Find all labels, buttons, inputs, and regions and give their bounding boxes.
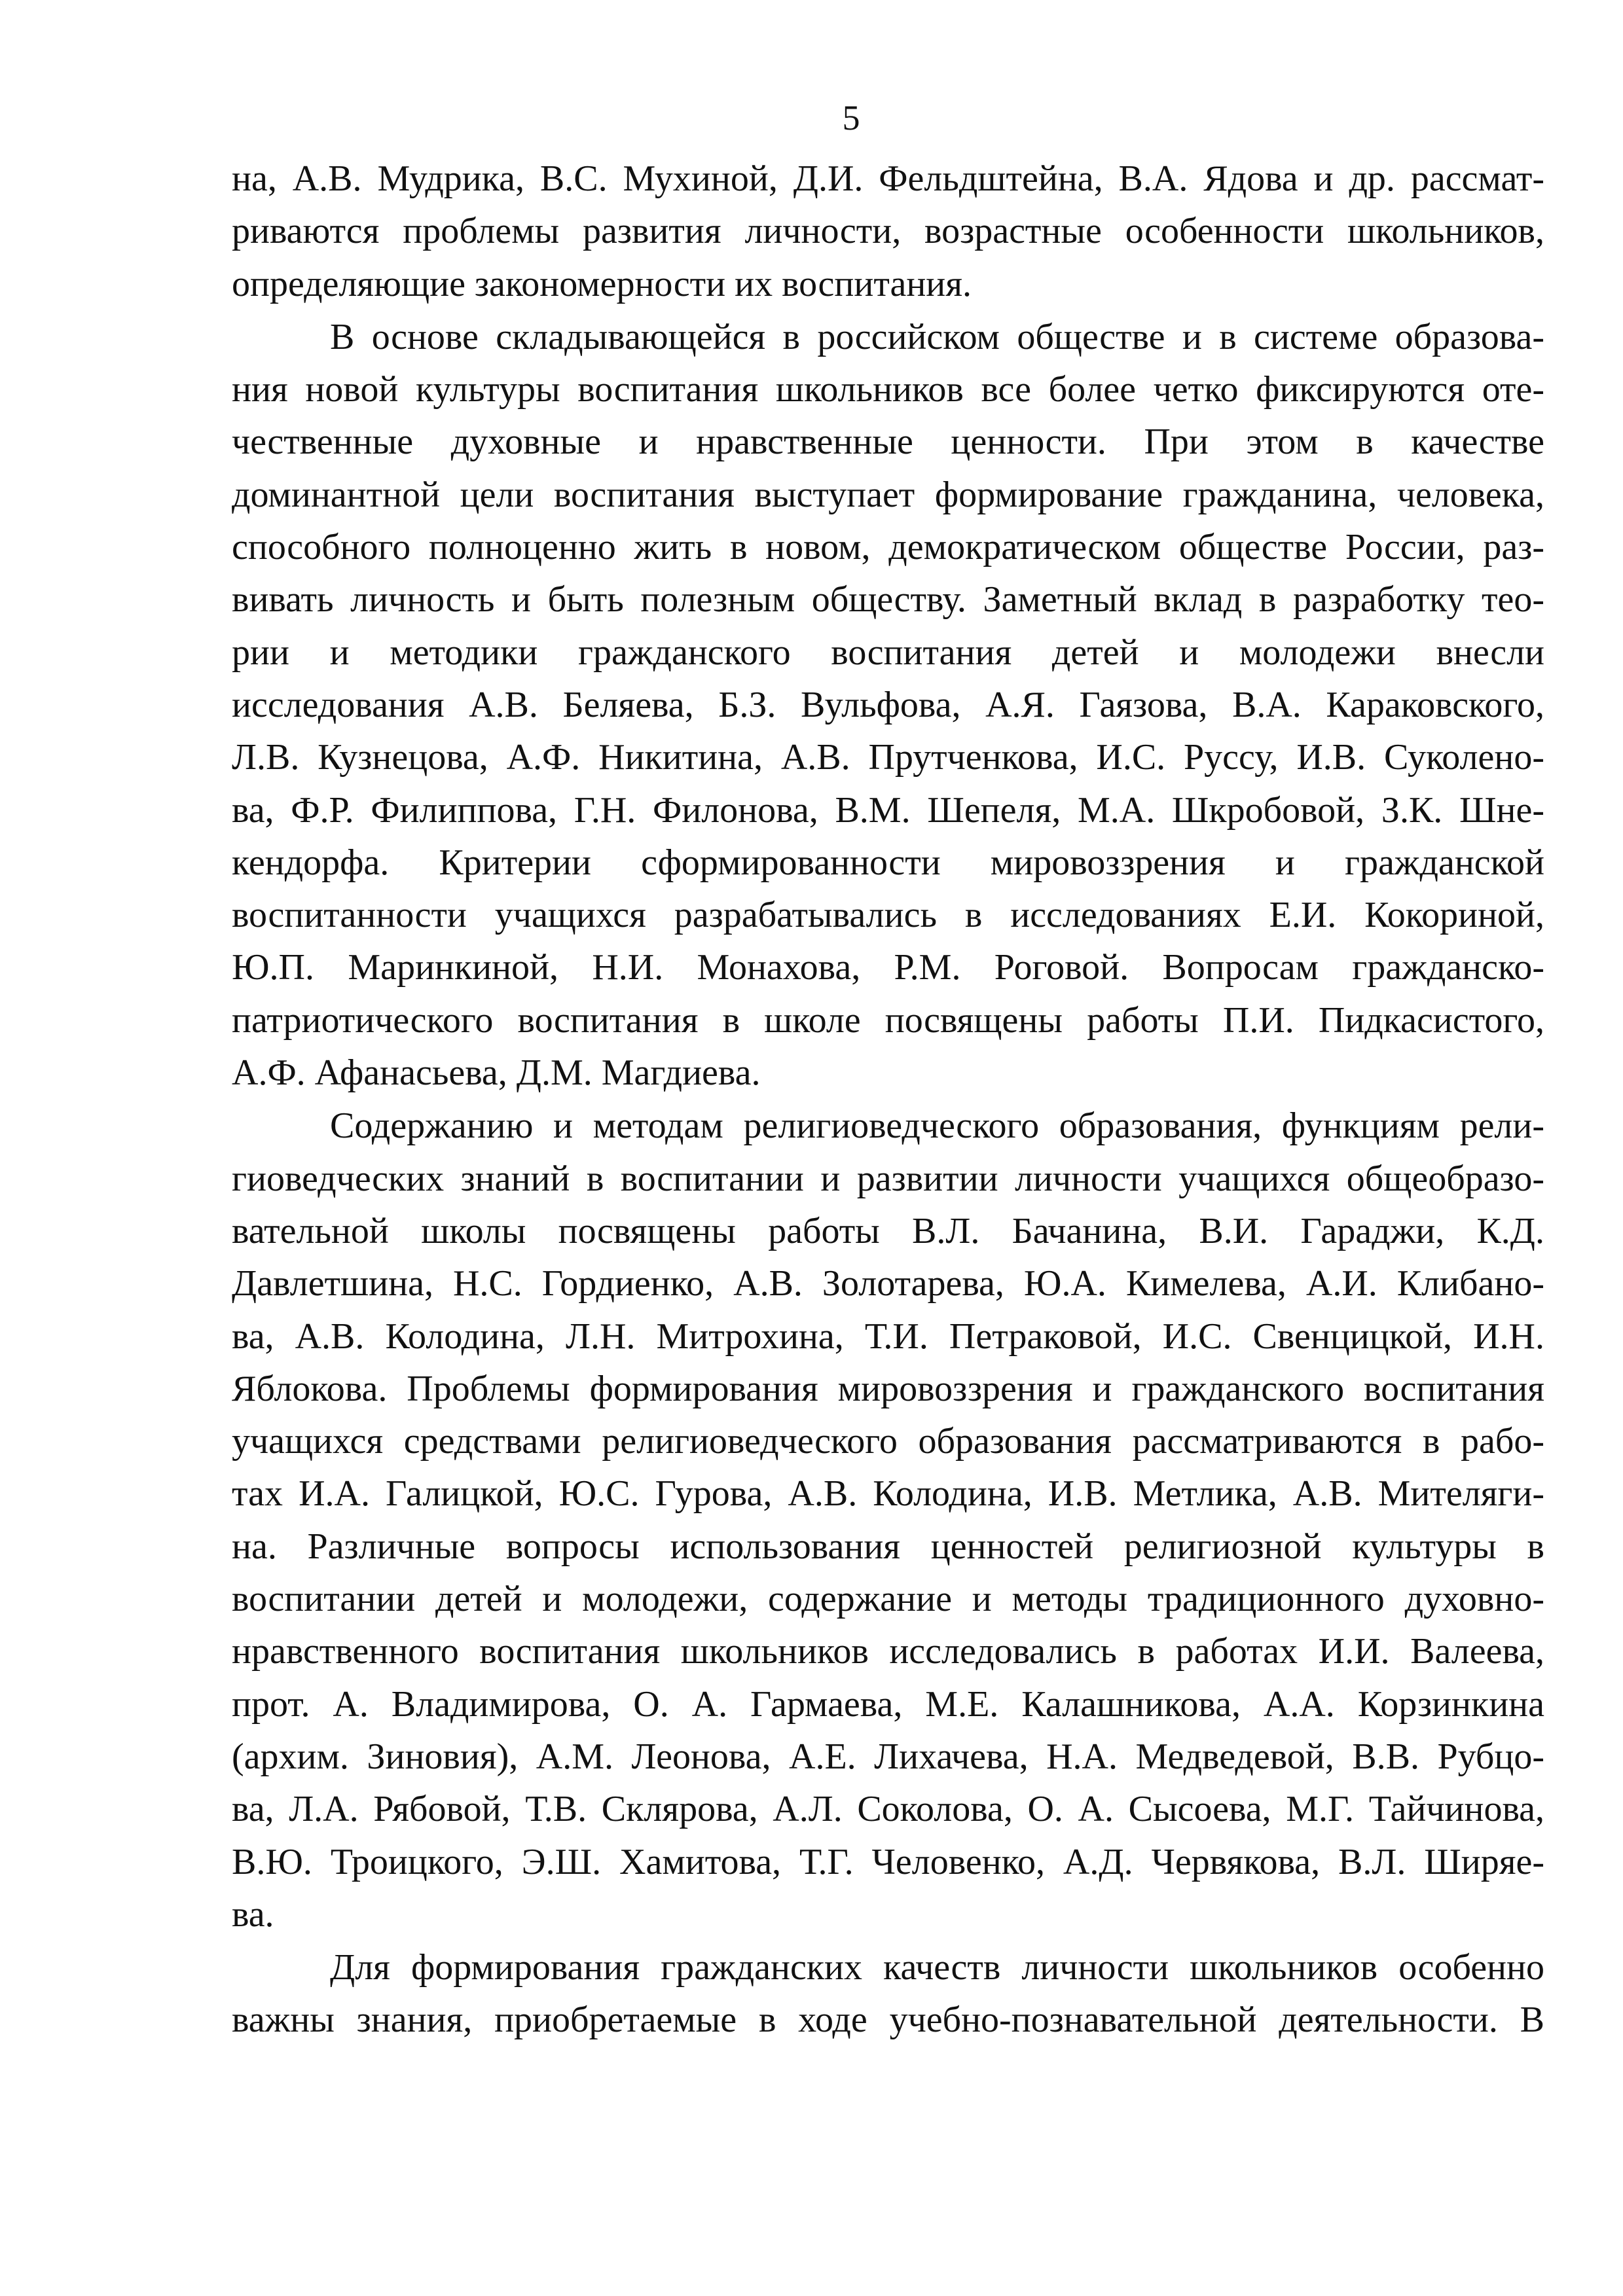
text-line: патриотического воспитания в школе посвящены работы П.И. Пидкасистого,	[232, 999, 1544, 1041]
text-line: (архим. Зиновия), А.М. Леонова, А.Е. Лихачева, Н.А. Медведевой, В.В. Рубцо-	[232, 1736, 1544, 1777]
text-line: доминантной цели воспитания выступает формирование гражданина, человека,	[232, 474, 1544, 515]
text-line: чественные духовные и нравственные ценности. При этом в качестве	[232, 422, 1544, 463]
text-line: ва, А.В. Колодина, Л.Н. Митрохина, Т.И. Петраковой, И.С. Свенцицкой, И.Н.	[232, 1316, 1544, 1357]
page-number: 5	[842, 98, 860, 137]
paragraph-2	[232, 311, 1544, 1099]
text-line: воспитании детей и молодежи, содержание и методы традиционного духовно-	[232, 1579, 1544, 1620]
text-line: определяющие закономерности их воспитания.	[232, 263, 972, 304]
text-line: Давлетшина, Н.С. Гордиенко, А.В. Золотарева, Ю.А. Кимелева, А.И. Клибано-	[232, 1263, 1544, 1304]
text-line: Содержанию и методам религиоведческого образования, функциям рели-	[330, 1105, 1544, 1147]
text-line: на, А.В. Мудрика, В.С. Мухиной, Д.И. Фельдштейна, В.А. Ядова и др. рассмат-	[232, 158, 1544, 199]
text-line: кендорфа. Критерии сформированности мировоззрения и гражданской	[232, 842, 1544, 883]
text-line: В основе складывающейся в российском обществе и в системе образова-	[330, 316, 1544, 357]
text-line: Ю.П. Маринкиной, Н.И. Монахова, Р.М. Роговой. Вопросам гражданско-	[232, 947, 1544, 988]
text-line: ва, Л.А. Рябовой, Т.В. Склярова, А.Л. Соколова, О. А. Сысоева, М.Г. Тайчинова,	[232, 1789, 1544, 1830]
body-text	[232, 152, 1544, 2047]
text-line: ния новой культуры воспитания школьников все более четко фиксируются оте-	[232, 369, 1544, 410]
text-line: Для формирования гражданских качеств личности школьников особенно	[330, 1947, 1544, 1988]
text-line: гиоведческих знаний в воспитании и развитии личности учащихся общеобразо-	[232, 1158, 1544, 1199]
text-line: рии и методики гражданского воспитания детей и молодежи внесли	[232, 632, 1544, 673]
paragraph-3	[232, 1100, 1544, 1941]
text-line: риваются проблемы развития личности, возрастные особенности школьников,	[232, 211, 1544, 252]
paragraph-4	[232, 1941, 1544, 2047]
text-line: на. Различные вопросы использования ценностей религиозной культуры в	[232, 1526, 1544, 1567]
text-line: А.Ф. Афанасьева, Д.М. Магдиева.	[232, 1052, 761, 1094]
text-line: важны знания, приобретаемые в ходе учебно-познавательной деятельности. В	[232, 2000, 1544, 2041]
text-line: учащихся средствами религиоведческого образования рассматриваются в рабо-	[232, 1421, 1544, 1462]
text-line: вивать личность и быть полезным обществу. Заметный вклад в разработку тео-	[232, 579, 1544, 620]
text-line: нравственного воспитания школьников исследовались в работах И.И. Валеева,	[232, 1631, 1544, 1672]
text-line: Яблокова. Проблемы формирования мировоззрения и гражданского воспитания	[232, 1368, 1544, 1409]
text-line: Л.В. Кузнецова, А.Ф. Никитина, А.В. Прутченкова, И.С. Руссу, И.В. Суколено-	[232, 737, 1544, 778]
text-line: В.Ю. Троицкого, Э.Ш. Хамитова, Т.Г. Человенко, А.Д. Червякова, В.Л. Ширяе-	[232, 1841, 1544, 1882]
text-line: ва, Ф.Р. Филиппова, Г.Н. Филонова, В.М. Шепеля, М.А. Шкробовой, З.К. Шне-	[232, 789, 1544, 831]
text-line: воспитанности учащихся разрабатывались в исследованиях Е.И. Кокориной,	[232, 895, 1544, 936]
text-line: прот. А. Владимирова, О. А. Гармаева, М.Е. Калашникова, А.А. Корзинкина	[232, 1683, 1544, 1725]
paragraph-1	[232, 152, 1544, 310]
text-line: тах И.А. Галицкой, Ю.С. Гурова, А.В. Колодина, И.В. Метлика, А.В. Мителяги-	[232, 1473, 1544, 1515]
text-line: исследования А.В. Беляева, Б.З. Вульфова, А.Я. Гаязова, В.А. Караковского,	[232, 684, 1544, 725]
text-line: способного полноценно жить в новом, демократическом обществе России, раз-	[232, 527, 1544, 568]
text-line: вательной школы посвящены работы В.Л. Бачанина, В.И. Гараджи, К.Д.	[232, 1210, 1544, 1251]
text-line: ва.	[232, 1893, 274, 1935]
